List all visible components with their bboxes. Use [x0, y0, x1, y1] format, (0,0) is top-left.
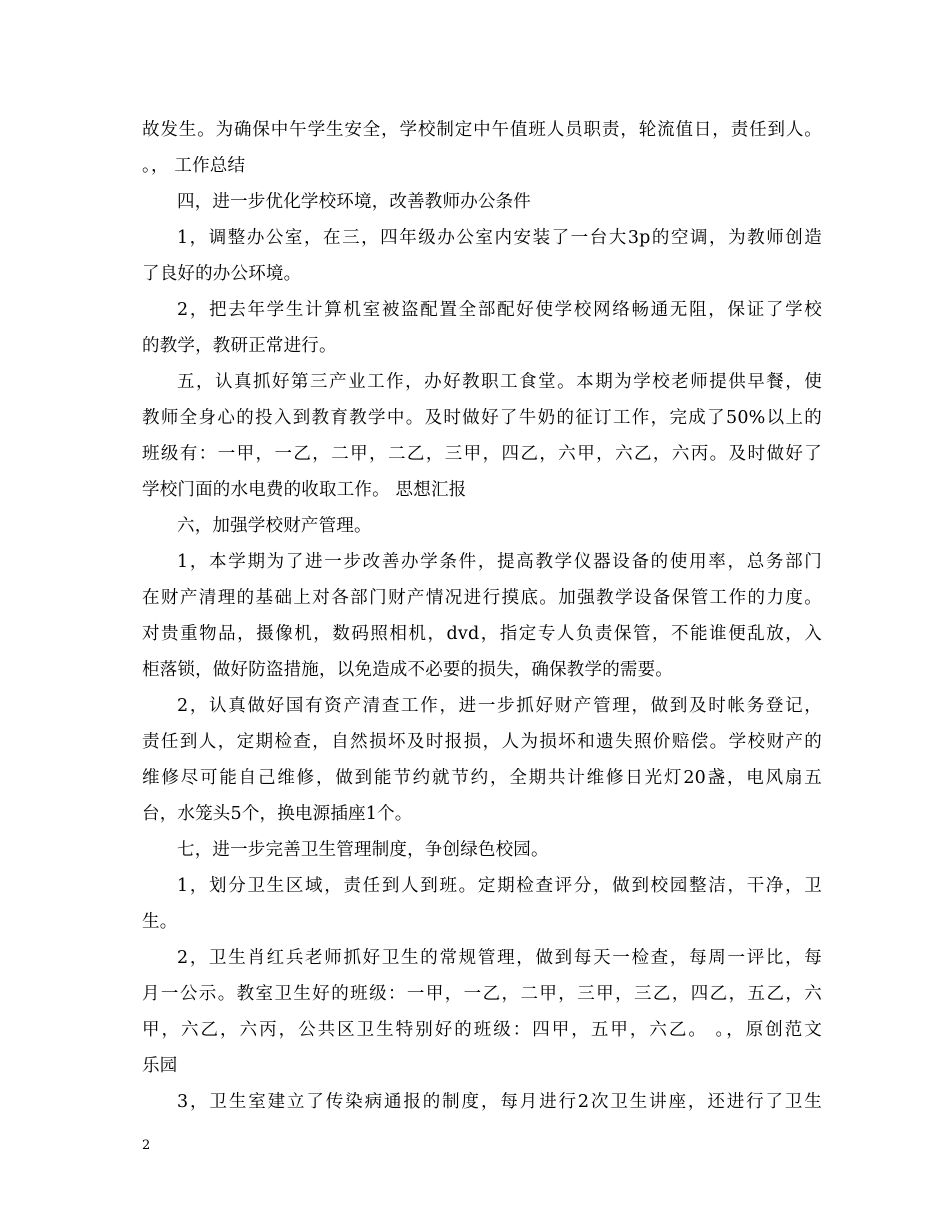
text-line: 3，卫生室建立了传染病通报的制度，每月进行2次卫生讲座，还进行了卫生 [177, 1092, 822, 1112]
text-line: 维修尽可能自己维修，做到能节约就节约，全期共计维修日光灯20盏，电风扇五 [142, 768, 822, 788]
text-line: 2，认真做好国有资产清查工作，进一步抓好财产管理，做到及时帐务登记， [177, 696, 822, 716]
text-line: 2，卫生肖红兵老师抓好卫生的常规管理，做到每天一检查，每周一评比，每 [177, 948, 822, 968]
text-line: 责任到人，定期检查，自然损坏及时报损，人为损坏和遗失照价赔偿。学校财产的 [142, 732, 822, 752]
text-line: 学校门面的水电费的收取工作。 思想汇报 [142, 480, 467, 500]
text-line: 1，划分卫生区域，责任到人到班。定期检查评分，做到校园整洁，干净，卫 [177, 876, 822, 896]
text-line: 七，进一步完善卫生管理制度，争创绿色校园。 [177, 840, 549, 860]
text-line: 的教学，教研正常进行。 [142, 336, 337, 356]
text-line: 班级有：一甲，一乙，二甲，二乙，三甲，四乙，六甲，六乙，六丙。及时做好了 [142, 444, 822, 464]
text-line: 在财产清理的基础上对各部门财产情况进行摸底。加强教学设备保管工作的力度。 [142, 588, 822, 608]
text-line: 台，水笼头5个，换电源插座1个。 [142, 804, 413, 824]
page-number: 2 [142, 1138, 151, 1153]
text-line: 1，本学期为了进一步改善办学条件，提高教学仪器设备的使用率，总务部门 [177, 552, 822, 572]
text-line: 1，调整办公室，在三，四年级办公室内安装了一台大3p的空调，为教师创造 [177, 228, 822, 248]
text-line: 。， 工作总结 [142, 156, 246, 176]
text-line: 六，加强学校财产管理。 [177, 516, 372, 536]
text-line: 2，把去年学生计算机室被盗配置全部配好使学校网络畅通无阻，保证了学校 [177, 300, 822, 320]
text-line: 故发生。为确保中午学生安全，学校制定中午值班人员职责，轮流值日，责任到人。 [142, 120, 822, 140]
text-line: 月一公示。教室卫生好的班级：一甲，一乙，二甲，三甲，三乙，四乙，五乙，六 [142, 984, 822, 1004]
text-line: 柜落锁，做好防盗措施，以免造成不必要的损失，确保教学的需要。 [142, 660, 673, 680]
text-line: 对贵重物品，摄像机，数码照相机，dvd，指定专人负责保管，不能谁便乱放，入 [142, 624, 822, 644]
document-body [142, 112, 822, 1120]
text-line: 五，认真抓好第三产业工作，办好教职工食堂。本期为学校老师提供早餐，使 [177, 372, 822, 392]
text-line: 教师全身心的投入到教育教学中。及时做好了牛奶的征订工作，完成了50%以上的 [142, 408, 822, 428]
text-line: 生。 [142, 912, 178, 932]
text-line: 甲，六乙，六丙，公共区卫生特别好的班级：四甲，五甲，六乙。 。，原创范文 [142, 1020, 822, 1040]
text-line: 了良好的办公环境。 [142, 264, 302, 284]
text-line: 四，进一步优化学校环境，改善教师办公条件 [177, 192, 531, 212]
text-line: 乐园 [142, 1056, 178, 1076]
